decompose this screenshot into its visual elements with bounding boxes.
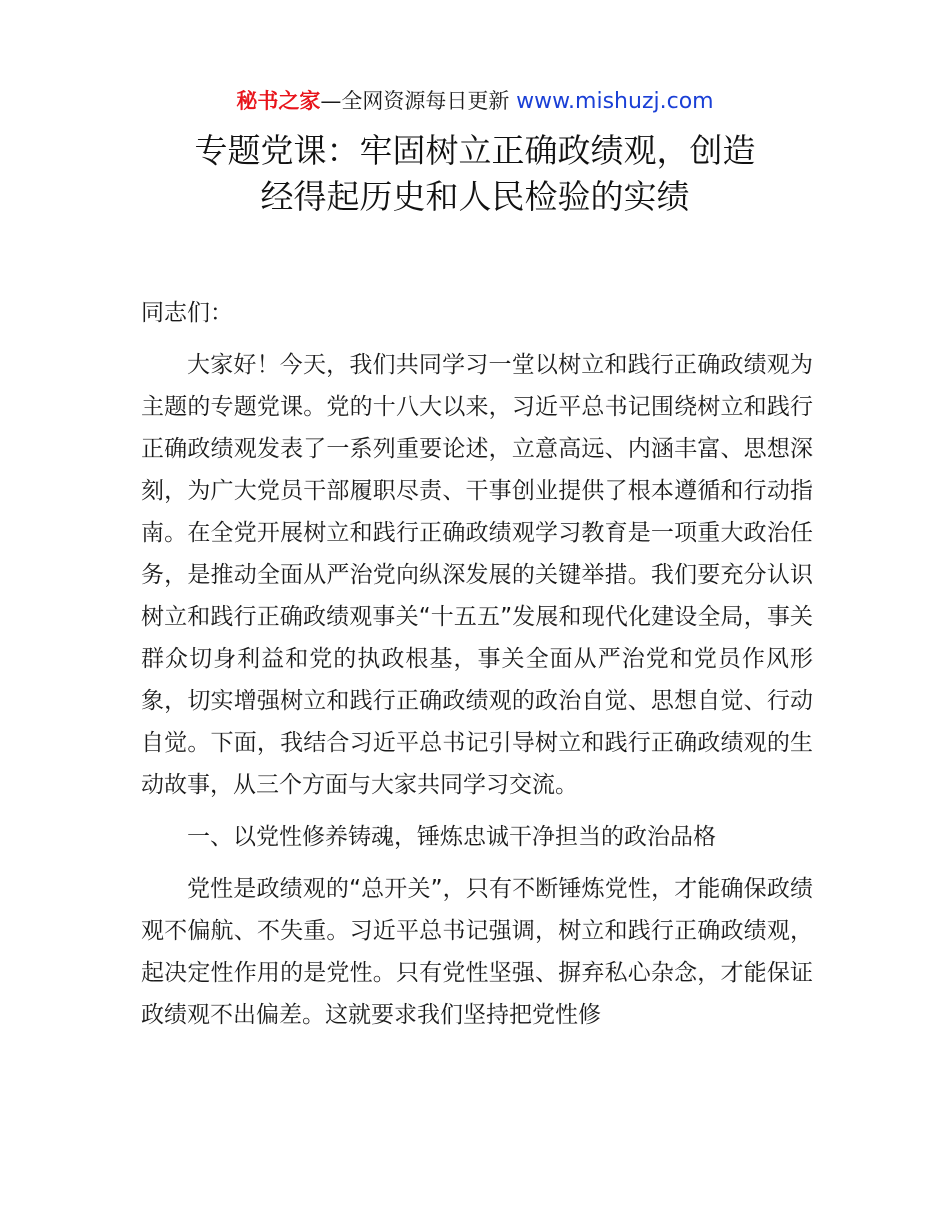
document-title (0, 128, 950, 220)
section-heading-1: 一、以党性修养铸魂，锤炼忠诚干净担当的政治品格 (187, 824, 716, 850)
paragraph-intro: 大家好！今天，我们共同学习一堂以树立和践行正确政绩观为主题的专题党课。党的十八大以来，习近平总书记围绕树立和践行正确政绩观发表了一系列重要论述，立意高远、内涵丰富、思想深刻，为广大党员干部履职尽责、干事创业提供了根本遵循和行动指南。在全党开展树立和践行正确政绩观学习教育是一项重大政治任务，是推动全面从严治党向纵深发展的关键举措。我们要充分认识树立和践行正确政绩观事关“十五五”发展和现代化建设全局，事关群众切身利益和党的执政根基，事关全面从严治党和党员作风形象，切实增强树立和践行正确政绩观的政治自觉、思想自觉、行动自觉。下面，我结合习近平总书记引导树立和践行正确政绩观的生动故事，从三个方面与大家共同学习交流。 (141, 352, 813, 798)
title-line-1: 专题党课：牢固树立正确政绩观，创造 (194, 131, 756, 170)
document-body (141, 292, 813, 1046)
title-line-2: 经得起历史和人民检验的实绩 (260, 177, 690, 216)
site-header (0, 86, 950, 117)
site-url-link[interactable]: www.mishuzj.com (516, 89, 714, 114)
salutation: 同志们： (141, 300, 233, 326)
site-brand: 秘书之家 (236, 89, 321, 113)
paragraph-party-spirit: 党性是政绩观的“总开关”，只有不断锤炼党性，才能确保政绩观不偏航、不失重。习近平总书记强调，树立和践行正确政绩观，起决定性作用的是党性。只有党性坚强、摒弃私心杂念，才能保证政绩观不出偏差。这就要求我们坚持把党性修 (141, 876, 813, 1028)
site-slogan: —全网资源每日更新 (320, 89, 517, 113)
